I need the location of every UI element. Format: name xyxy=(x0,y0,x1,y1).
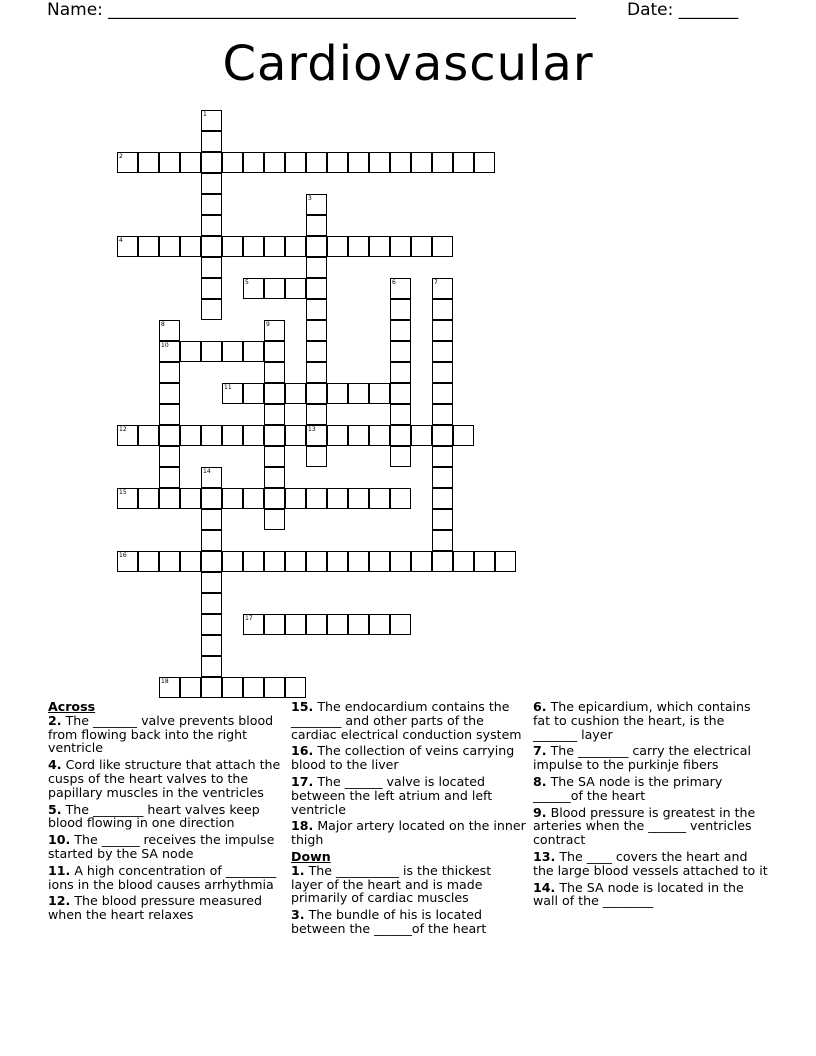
clue-number-label: 4. xyxy=(48,757,62,773)
grid-cell[interactable] xyxy=(117,236,138,257)
down-clue xyxy=(533,806,768,847)
grid-cell[interactable] xyxy=(411,236,432,257)
clue-number-label: 6. xyxy=(533,699,547,714)
clue-number-label: 5. xyxy=(48,801,62,817)
grid-cell[interactable] xyxy=(243,383,264,404)
clue-number-label: 2. xyxy=(48,712,62,728)
grid-cell[interactable] xyxy=(201,467,222,488)
grid-cell[interactable] xyxy=(369,488,390,509)
clue-number: 11 xyxy=(224,384,232,391)
grid-cell[interactable] xyxy=(390,425,411,446)
grid-cell[interactable] xyxy=(432,362,453,383)
name-field: Name: _______________________________________________________ xyxy=(47,0,576,20)
grid-cell[interactable] xyxy=(159,446,180,467)
clue-text: The ________ carry the electrical impulse to the purkinje fibers xyxy=(533,743,751,773)
grid-cell[interactable] xyxy=(306,341,327,362)
grid-cell[interactable] xyxy=(306,425,327,446)
grid-cell[interactable] xyxy=(222,383,243,404)
clue-number-label: 17. xyxy=(291,773,314,789)
grid-cell[interactable] xyxy=(201,215,222,236)
grid-cell[interactable] xyxy=(348,152,369,173)
across-clue xyxy=(48,864,283,892)
clue-number: 18 xyxy=(161,678,169,685)
grid-cell[interactable] xyxy=(222,236,243,257)
grid-cell[interactable] xyxy=(495,551,516,572)
grid-cell[interactable] xyxy=(243,425,264,446)
clue-text: The __________ is the thickest layer of the heart and is made primarily of cardiac muscles xyxy=(291,862,492,906)
across-clue xyxy=(291,744,526,772)
grid-cell[interactable] xyxy=(327,425,348,446)
grid-cell[interactable] xyxy=(390,236,411,257)
grid-cell[interactable] xyxy=(264,236,285,257)
clue-text: The epicardium, which contains fat to cushion the heart, is the _______ layer xyxy=(533,699,751,742)
across-clue xyxy=(48,714,283,755)
grid-cell[interactable] xyxy=(138,488,159,509)
grid-cell[interactable] xyxy=(348,383,369,404)
grid-cell[interactable] xyxy=(201,236,222,257)
grid-cell[interactable] xyxy=(201,635,222,656)
grid-cell[interactable] xyxy=(201,131,222,152)
grid-cell[interactable] xyxy=(390,278,411,299)
grid-cell[interactable] xyxy=(201,278,222,299)
grid-cell[interactable] xyxy=(432,530,453,551)
grid-cell[interactable] xyxy=(474,551,495,572)
grid-cell[interactable] xyxy=(453,425,474,446)
grid-cell[interactable] xyxy=(117,488,138,509)
grid-cell[interactable] xyxy=(180,341,201,362)
grid-cell[interactable] xyxy=(201,488,222,509)
grid-cell[interactable] xyxy=(369,152,390,173)
grid-cell[interactable] xyxy=(201,341,222,362)
grid-cell[interactable] xyxy=(369,614,390,635)
grid-cell[interactable] xyxy=(411,425,432,446)
grid-cell[interactable] xyxy=(117,425,138,446)
grid-cell[interactable] xyxy=(222,341,243,362)
grid-cell[interactable] xyxy=(264,614,285,635)
clue-number: 7 xyxy=(434,279,438,286)
across-clue xyxy=(291,819,526,847)
grid-cell[interactable] xyxy=(243,236,264,257)
grid-cell[interactable] xyxy=(432,383,453,404)
grid-cell[interactable] xyxy=(264,341,285,362)
grid-cell[interactable] xyxy=(327,236,348,257)
grid-cell[interactable] xyxy=(243,341,264,362)
grid-cell[interactable] xyxy=(285,551,306,572)
grid-cell[interactable] xyxy=(306,320,327,341)
grid-cell[interactable] xyxy=(243,677,264,698)
grid-cell[interactable] xyxy=(117,551,138,572)
down-clue xyxy=(533,700,768,741)
grid-cell[interactable] xyxy=(201,572,222,593)
grid-cell[interactable] xyxy=(159,488,180,509)
grid-cell[interactable] xyxy=(411,551,432,572)
grid-cell[interactable] xyxy=(432,446,453,467)
grid-cell[interactable] xyxy=(264,278,285,299)
down-clue xyxy=(533,881,768,909)
grid-cell[interactable] xyxy=(264,446,285,467)
grid-cell[interactable] xyxy=(432,299,453,320)
clue-number-label: 15. xyxy=(291,699,314,714)
grid-cell[interactable] xyxy=(432,404,453,425)
grid-cell[interactable] xyxy=(306,194,327,215)
grid-cell[interactable] xyxy=(306,614,327,635)
grid-cell[interactable] xyxy=(159,236,180,257)
grid-cell[interactable] xyxy=(432,551,453,572)
grid-cell[interactable] xyxy=(264,362,285,383)
clue-number: 6 xyxy=(392,279,396,286)
clue-text: The ________ heart valves keep blood flowing in one direction xyxy=(48,801,260,831)
down-clue xyxy=(533,850,768,878)
grid-cell[interactable] xyxy=(201,257,222,278)
clue-text: The SA node is located in the wall of the ________ xyxy=(533,879,744,909)
grid-cell[interactable] xyxy=(432,341,453,362)
clue-column-2 xyxy=(291,700,526,939)
grid-cell[interactable] xyxy=(432,467,453,488)
across-clue xyxy=(291,775,526,816)
grid-cell[interactable] xyxy=(180,488,201,509)
clue-number-label: 8. xyxy=(533,773,547,789)
clue-number: 14 xyxy=(203,468,211,475)
grid-cell[interactable] xyxy=(285,425,306,446)
across-clue xyxy=(48,833,283,861)
grid-cell[interactable] xyxy=(390,362,411,383)
grid-cell[interactable] xyxy=(327,383,348,404)
clue-number-label: 3. xyxy=(291,907,305,923)
grid-cell[interactable] xyxy=(159,677,180,698)
grid-cell[interactable] xyxy=(390,551,411,572)
grid-cell[interactable] xyxy=(390,320,411,341)
grid-cell[interactable] xyxy=(264,152,285,173)
grid-cell[interactable] xyxy=(390,614,411,635)
grid-cell[interactable] xyxy=(264,509,285,530)
grid-cell[interactable] xyxy=(264,467,285,488)
grid-cell[interactable] xyxy=(264,677,285,698)
grid-cell[interactable] xyxy=(201,551,222,572)
grid-cell[interactable] xyxy=(390,488,411,509)
grid-cell[interactable] xyxy=(306,215,327,236)
grid-cell[interactable] xyxy=(159,467,180,488)
clue-number: 4 xyxy=(119,237,123,244)
clue-text: The blood pressure measured when the heart relaxes xyxy=(48,893,262,923)
grid-cell[interactable] xyxy=(369,551,390,572)
grid-cell[interactable] xyxy=(306,551,327,572)
grid-cell[interactable] xyxy=(159,320,180,341)
clue-text: A high concentration of ________ ions in the blood causes arrhythmia xyxy=(48,862,277,892)
grid-cell[interactable] xyxy=(264,425,285,446)
grid-cell[interactable] xyxy=(306,446,327,467)
page-title: Cardiovascular xyxy=(222,36,594,92)
grid-cell[interactable] xyxy=(201,425,222,446)
grid-cell[interactable] xyxy=(348,551,369,572)
grid-cell[interactable] xyxy=(432,152,453,173)
clue-number-label: 16. xyxy=(291,743,314,759)
grid-cell[interactable] xyxy=(348,425,369,446)
grid-cell[interactable] xyxy=(306,488,327,509)
grid-cell[interactable] xyxy=(369,383,390,404)
grid-cell[interactable] xyxy=(243,614,264,635)
grid-cell[interactable] xyxy=(201,593,222,614)
grid-cell[interactable] xyxy=(390,299,411,320)
grid-cell[interactable] xyxy=(306,236,327,257)
grid-cell[interactable] xyxy=(138,425,159,446)
clue-number: 8 xyxy=(161,321,165,328)
grid-cell[interactable] xyxy=(243,278,264,299)
grid-cell[interactable] xyxy=(306,257,327,278)
grid-cell[interactable] xyxy=(285,614,306,635)
grid-cell[interactable] xyxy=(453,152,474,173)
clue-text: Blood pressure is greatest in the arteries when the ______ ventricles contract xyxy=(533,804,756,848)
grid-cell[interactable] xyxy=(264,488,285,509)
clue-number: 2 xyxy=(119,153,123,160)
clue-column-3 xyxy=(533,700,768,911)
grid-cell[interactable] xyxy=(285,383,306,404)
across-clue xyxy=(48,894,283,922)
clue-number: 16 xyxy=(119,552,127,559)
grid-cell[interactable] xyxy=(348,614,369,635)
grid-cell[interactable] xyxy=(285,236,306,257)
grid-cell[interactable] xyxy=(201,530,222,551)
grid-cell[interactable] xyxy=(390,446,411,467)
clue-number-label: 9. xyxy=(533,804,547,820)
grid-cell[interactable] xyxy=(222,551,243,572)
grid-cell[interactable] xyxy=(159,425,180,446)
grid-cell[interactable] xyxy=(201,173,222,194)
grid-cell[interactable] xyxy=(201,509,222,530)
across-clue xyxy=(48,758,283,799)
grid-cell[interactable] xyxy=(306,362,327,383)
grid-cell[interactable] xyxy=(327,614,348,635)
grid-cell[interactable] xyxy=(180,236,201,257)
clue-number: 1 xyxy=(203,111,207,118)
grid-cell[interactable] xyxy=(222,152,243,173)
across-clue xyxy=(48,803,283,831)
grid-cell[interactable] xyxy=(180,551,201,572)
grid-cell[interactable] xyxy=(285,488,306,509)
grid-cell[interactable] xyxy=(285,152,306,173)
clue-text: The SA node is the primary ______of the heart xyxy=(533,773,723,803)
grid-cell[interactable] xyxy=(432,425,453,446)
clue-number: 13 xyxy=(308,426,316,433)
grid-cell[interactable] xyxy=(390,383,411,404)
grid-cell[interactable] xyxy=(201,299,222,320)
grid-cell[interactable] xyxy=(432,320,453,341)
grid-cell[interactable] xyxy=(390,404,411,425)
grid-cell[interactable] xyxy=(432,278,453,299)
grid-cell[interactable] xyxy=(285,677,306,698)
grid-cell[interactable] xyxy=(432,488,453,509)
date-field: Date: _______ xyxy=(627,0,739,20)
grid-cell[interactable] xyxy=(348,236,369,257)
clue-number: 12 xyxy=(119,426,127,433)
grid-cell[interactable] xyxy=(243,152,264,173)
grid-cell[interactable] xyxy=(453,551,474,572)
grid-cell[interactable] xyxy=(306,299,327,320)
clue-text: Major artery located on the inner thigh xyxy=(291,818,526,848)
clue-number-label: 13. xyxy=(533,848,556,864)
grid-cell[interactable] xyxy=(138,551,159,572)
grid-cell[interactable] xyxy=(432,509,453,530)
grid-cell[interactable] xyxy=(222,677,243,698)
grid-cell[interactable] xyxy=(159,551,180,572)
grid-cell[interactable] xyxy=(138,152,159,173)
clue-number: 15 xyxy=(119,489,127,496)
clue-number: 17 xyxy=(245,615,253,622)
down-clue xyxy=(533,775,768,803)
grid-cell[interactable] xyxy=(264,320,285,341)
grid-cell[interactable] xyxy=(306,278,327,299)
grid-cell[interactable] xyxy=(306,383,327,404)
clue-number-label: 1. xyxy=(291,862,305,878)
grid-cell[interactable] xyxy=(264,383,285,404)
grid-cell[interactable] xyxy=(390,152,411,173)
grid-cell[interactable] xyxy=(411,152,432,173)
grid-cell[interactable] xyxy=(159,341,180,362)
clue-text: Cord like structure that attach the cusps of the heart valves to the papillary muscles in the ventricles xyxy=(48,757,281,800)
grid-cell[interactable] xyxy=(285,278,306,299)
grid-cell[interactable] xyxy=(369,236,390,257)
grid-cell[interactable] xyxy=(369,425,390,446)
clue-text: The endocardium contains the ________ and other parts of the cardiac electrical conduction system xyxy=(291,699,522,742)
clue-number: 10 xyxy=(161,342,169,349)
grid-cell[interactable] xyxy=(264,551,285,572)
grid-cell[interactable] xyxy=(159,404,180,425)
grid-cell[interactable] xyxy=(201,614,222,635)
grid-cell[interactable] xyxy=(180,152,201,173)
clue-number-label: 18. xyxy=(291,818,314,834)
grid-cell[interactable] xyxy=(264,404,285,425)
clue-text: The _______ valve prevents blood from flowing back into the right ventricle xyxy=(48,712,274,756)
clue-text: The ______ valve is located between the left atrium and left ventricle xyxy=(291,773,493,817)
clue-number-label: 12. xyxy=(48,893,71,909)
clue-number-label: 14. xyxy=(533,879,556,895)
grid-cell[interactable] xyxy=(159,362,180,383)
grid-cell[interactable] xyxy=(243,488,264,509)
grid-cell[interactable] xyxy=(138,236,159,257)
clue-number: 3 xyxy=(308,195,312,202)
clue-number-label: 7. xyxy=(533,743,547,759)
clue-text: The ____ covers the heart and the large blood vessels attached to it xyxy=(533,848,768,878)
grid-cell[interactable] xyxy=(201,152,222,173)
clue-number-label: 11. xyxy=(48,862,71,878)
grid-cell[interactable] xyxy=(180,677,201,698)
grid-cell[interactable] xyxy=(201,677,222,698)
clue-number: 5 xyxy=(245,279,249,286)
grid-cell[interactable] xyxy=(222,425,243,446)
grid-cell[interactable] xyxy=(180,425,201,446)
grid-cell[interactable] xyxy=(432,236,453,257)
grid-cell[interactable] xyxy=(222,488,243,509)
grid-cell[interactable] xyxy=(159,152,180,173)
clue-column-1 xyxy=(48,700,283,925)
across-heading: Across xyxy=(48,699,96,714)
across-clue xyxy=(291,700,526,741)
clue-number: 9 xyxy=(266,321,270,328)
grid-cell[interactable] xyxy=(327,152,348,173)
down-heading: Down xyxy=(291,848,331,864)
clue-number-label: 10. xyxy=(48,832,71,848)
grid-cell[interactable] xyxy=(327,551,348,572)
grid-cell[interactable] xyxy=(306,152,327,173)
clue-text: The ______ receives the impulse started by the SA node xyxy=(48,832,275,861)
down-clue xyxy=(291,908,526,936)
grid-cell[interactable] xyxy=(474,152,495,173)
grid-cell[interactable] xyxy=(201,656,222,677)
grid-cell[interactable] xyxy=(348,488,369,509)
grid-cell[interactable] xyxy=(201,194,222,215)
grid-cell[interactable] xyxy=(201,110,222,131)
grid-cell[interactable] xyxy=(117,152,138,173)
clue-text: The bundle of his is located between the ______of the heart xyxy=(291,907,487,936)
grid-cell[interactable] xyxy=(327,488,348,509)
down-clue xyxy=(291,864,526,905)
grid-cell[interactable] xyxy=(159,383,180,404)
down-clue xyxy=(533,744,768,772)
grid-cell[interactable] xyxy=(306,404,327,425)
grid-cell[interactable] xyxy=(243,551,264,572)
clue-text: The collection of veins carrying blood to the liver xyxy=(291,743,515,773)
grid-cell[interactable] xyxy=(390,341,411,362)
